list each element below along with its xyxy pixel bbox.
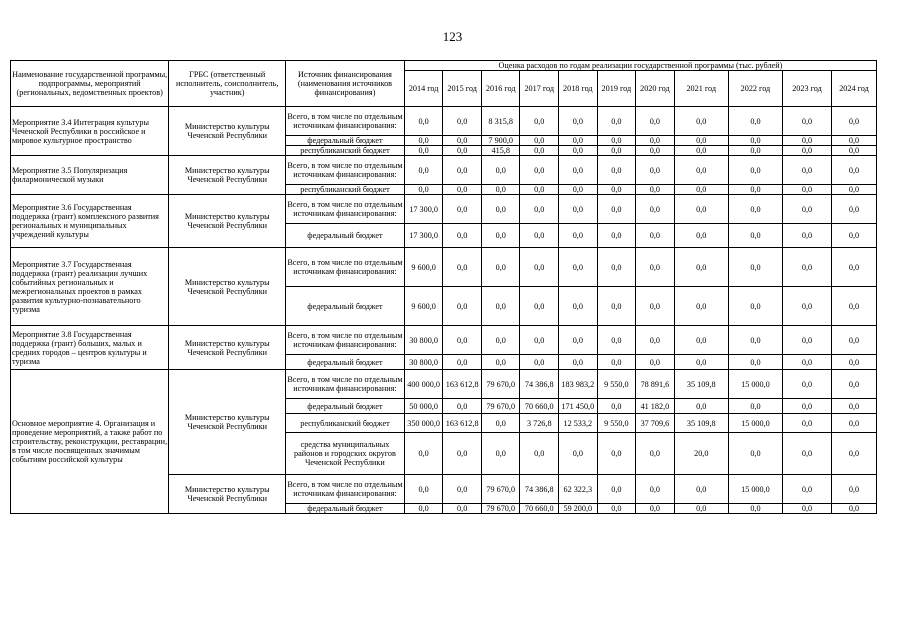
value-cell: 3 726,8 (520, 414, 559, 433)
measure-name: Мероприятие 3.7 Государственная поддержка (грант) реализации лучших событийных региональных и межрегиональных проектов в рамках развития культурно-познавательного туризма (11, 248, 169, 326)
value-cell: 0,0 (520, 107, 559, 136)
value-cell: 0,0 (674, 399, 728, 414)
value-cell: 0,0 (783, 156, 832, 185)
value-cell: 0,0 (674, 136, 728, 146)
year-header: 2019 год (597, 71, 636, 107)
grbs-cell: Министерство культуры Чеченской Республики (169, 475, 286, 514)
value-cell: 0,0 (559, 136, 598, 146)
value-cell: 59 200,0 (559, 504, 598, 514)
value-cell: 0,0 (831, 185, 876, 195)
table-row (11, 195, 877, 224)
value-cell: 0,0 (443, 146, 482, 156)
value-cell: 0,0 (783, 185, 832, 195)
funding-source: федеральный бюджет (286, 224, 405, 248)
value-cell: 70 660,0 (520, 504, 559, 514)
year-header: 2018 год (559, 71, 598, 107)
value-cell: 0,0 (674, 287, 728, 326)
value-cell: 350 000,0 (404, 414, 443, 433)
year-header: 2021 год (674, 71, 728, 107)
value-cell: 0,0 (783, 248, 832, 287)
value-cell: 0,0 (728, 224, 782, 248)
value-cell: 0,0 (636, 195, 675, 224)
year-header: 2024 год (831, 71, 876, 107)
funding-source: республиканский бюджет (286, 185, 405, 195)
value-cell: 0,0 (831, 136, 876, 146)
value-cell: 0,0 (728, 248, 782, 287)
value-cell: 0,0 (443, 355, 482, 370)
value-cell: 0,0 (728, 504, 782, 514)
value-cell: 0,0 (597, 475, 636, 504)
value-cell: 0,0 (443, 185, 482, 195)
value-cell: 0,0 (559, 224, 598, 248)
value-cell: 9 600,0 (404, 287, 443, 326)
value-cell: 0,0 (636, 475, 675, 504)
value-cell: 30 800,0 (404, 355, 443, 370)
value-cell: 0,0 (783, 433, 832, 475)
funding-source: республиканский бюджет (286, 414, 405, 433)
value-cell: 0,0 (520, 136, 559, 146)
value-cell: 0,0 (404, 146, 443, 156)
value-cell: 0,0 (728, 136, 782, 146)
value-cell: 0,0 (559, 185, 598, 195)
value-cell: 35 109,8 (674, 414, 728, 433)
value-cell: 0,0 (831, 326, 876, 355)
value-cell: 79 670,0 (481, 399, 520, 414)
value-cell: 0,0 (783, 414, 832, 433)
value-cell: 0,0 (481, 185, 520, 195)
value-cell: 0,0 (443, 224, 482, 248)
column-header-estimate: Оценка расходов по годам реализации государственной программы (тыс. рублей) (404, 61, 876, 71)
value-cell: 171 450,0 (559, 399, 598, 414)
year-header: 2016 год (481, 71, 520, 107)
value-cell: 0,0 (597, 195, 636, 224)
value-cell: 62 322,3 (559, 475, 598, 504)
value-cell: 0,0 (559, 156, 598, 185)
year-header: 2014 год (404, 71, 443, 107)
value-cell: 0,0 (443, 248, 482, 287)
value-cell: 0,0 (443, 107, 482, 136)
value-cell: 0,0 (636, 136, 675, 146)
funding-source: Всего, в том числе по отдельным источникам финансирования: (286, 248, 405, 287)
value-cell: 0,0 (481, 195, 520, 224)
table-row (11, 248, 877, 287)
value-cell: 0,0 (636, 146, 675, 156)
value-cell: 79 670,0 (481, 504, 520, 514)
value-cell: 0,0 (597, 224, 636, 248)
funding-source: средства муниципальных районов и городских округов Чеченской Республики (286, 433, 405, 475)
value-cell: 0,0 (404, 156, 443, 185)
value-cell: 30 800,0 (404, 326, 443, 355)
value-cell: 0,0 (443, 475, 482, 504)
year-header: 2017 год (520, 71, 559, 107)
grbs-cell: Министерство культуры Чеченской Республики (169, 107, 286, 156)
value-cell: 0,0 (674, 504, 728, 514)
value-cell: 0,0 (831, 399, 876, 414)
year-header: 2023 год (783, 71, 832, 107)
value-cell: 37 709,6 (636, 414, 675, 433)
value-cell: 0,0 (783, 504, 832, 514)
value-cell: 0,0 (443, 399, 482, 414)
value-cell: 0,0 (404, 136, 443, 146)
value-cell: 0,0 (443, 195, 482, 224)
value-cell: 0,0 (728, 326, 782, 355)
value-cell: 0,0 (728, 433, 782, 475)
value-cell: 0,0 (831, 414, 876, 433)
value-cell: 0,0 (443, 504, 482, 514)
value-cell: 15 000,0 (728, 370, 782, 399)
value-cell: 0,0 (636, 248, 675, 287)
value-cell: 0,0 (597, 355, 636, 370)
value-cell: 0,0 (636, 156, 675, 185)
value-cell: 0,0 (783, 355, 832, 370)
value-cell: 0,0 (636, 185, 675, 195)
value-cell: 0,0 (404, 107, 443, 136)
value-cell: 50 000,0 (404, 399, 443, 414)
value-cell: 0,0 (481, 287, 520, 326)
table-header (11, 61, 877, 107)
value-cell: 0,0 (783, 146, 832, 156)
value-cell: 0,0 (783, 475, 832, 504)
funding-source: Всего, в том числе по отдельным источникам финансирования: (286, 370, 405, 399)
value-cell: 9 550,0 (597, 414, 636, 433)
value-cell: 0,0 (728, 185, 782, 195)
value-cell: 0,0 (831, 475, 876, 504)
value-cell: 0,0 (674, 156, 728, 185)
value-cell: 0,0 (831, 504, 876, 514)
value-cell: 15 000,0 (728, 475, 782, 504)
value-cell: 0,0 (443, 287, 482, 326)
value-cell: 0,0 (636, 224, 675, 248)
value-cell: 0,0 (636, 355, 675, 370)
value-cell: 0,0 (520, 287, 559, 326)
value-cell: 0,0 (520, 156, 559, 185)
value-cell: 0,0 (674, 185, 728, 195)
value-cell: 0,0 (520, 433, 559, 475)
value-cell: 0,0 (481, 433, 520, 475)
value-cell: 163 612,8 (443, 370, 482, 399)
table-row (11, 326, 877, 355)
funding-source: Всего, в том числе по отдельным источникам финансирования: (286, 156, 405, 185)
value-cell: 0,0 (831, 433, 876, 475)
value-cell: 0,0 (481, 248, 520, 287)
value-cell: 74 386,8 (520, 475, 559, 504)
value-cell: 0,0 (559, 326, 598, 355)
year-header: 2015 год (443, 71, 482, 107)
value-cell: 0,0 (783, 224, 832, 248)
year-header: 2022 год (728, 71, 782, 107)
column-header-name: Наименование государственной программы, подпрограммы, мероприятий (региональных, ведомственных проектов) (11, 61, 169, 107)
value-cell: 0,0 (674, 326, 728, 355)
value-cell: 0,0 (831, 248, 876, 287)
column-header-grbs: ГРБС (ответственный исполнитель, соисполнитель, участник) (169, 61, 286, 107)
value-cell: 8 315,8 (481, 107, 520, 136)
value-cell: 0,0 (597, 287, 636, 326)
value-cell: 9 550,0 (597, 370, 636, 399)
value-cell: 0,0 (481, 156, 520, 185)
funding-source: федеральный бюджет (286, 355, 405, 370)
value-cell: 12 533,2 (559, 414, 598, 433)
value-cell: 0,0 (783, 326, 832, 355)
table-row (11, 156, 877, 185)
value-cell: 0,0 (783, 370, 832, 399)
value-cell: 0,0 (728, 399, 782, 414)
value-cell: 0,0 (597, 248, 636, 287)
value-cell: 0,0 (559, 107, 598, 136)
value-cell: 0,0 (520, 248, 559, 287)
funding-source: республиканский бюджет (286, 146, 405, 156)
value-cell: 0,0 (636, 433, 675, 475)
value-cell: 400 000,0 (404, 370, 443, 399)
value-cell: 15 000,0 (728, 414, 782, 433)
budget-table (10, 60, 877, 514)
value-cell: 0,0 (674, 475, 728, 504)
measure-name: Мероприятие 3.8 Государственная поддержка (грант) больших, малых и средних городов – центров культуры и туризма (11, 326, 169, 370)
value-cell: 0,0 (636, 326, 675, 355)
value-cell: 0,0 (783, 107, 832, 136)
table-row (11, 370, 877, 399)
funding-source: федеральный бюджет (286, 287, 405, 326)
value-cell: 0,0 (674, 146, 728, 156)
value-cell: 0,0 (559, 146, 598, 156)
value-cell: 0,0 (728, 146, 782, 156)
value-cell: 0,0 (728, 355, 782, 370)
value-cell: 0,0 (404, 504, 443, 514)
value-cell: 7 900,0 (481, 136, 520, 146)
value-cell: 0,0 (520, 224, 559, 248)
value-cell: 0,0 (520, 355, 559, 370)
value-cell: 0,0 (831, 146, 876, 156)
value-cell: 41 182,0 (636, 399, 675, 414)
value-cell: 0,0 (597, 504, 636, 514)
value-cell: 0,0 (728, 195, 782, 224)
value-cell: 0,0 (404, 475, 443, 504)
grbs-cell: Министерство культуры Чеченской Республики (169, 195, 286, 248)
measure-name: Мероприятие 3.4 Интеграция культуры Чеченской Республики в российское и мировое культурное пространство (11, 107, 169, 156)
value-cell: 0,0 (404, 185, 443, 195)
value-cell: 415,8 (481, 146, 520, 156)
value-cell: 0,0 (559, 248, 598, 287)
value-cell: 79 670,0 (481, 475, 520, 504)
value-cell: 183 983,2 (559, 370, 598, 399)
value-cell: 0,0 (831, 355, 876, 370)
value-cell: 0,0 (728, 107, 782, 136)
measure-name: Мероприятие 3.6 Государственная поддержка (грант) комплексного развития региональных и муниципальных учреждений культуры (11, 195, 169, 248)
grbs-cell: Министерство культуры Чеченской Республики (169, 370, 286, 475)
value-cell: 0,0 (597, 107, 636, 136)
value-cell: 35 109,8 (674, 370, 728, 399)
funding-source: Всего, в том числе по отдельным источникам финансирования: (286, 326, 405, 355)
value-cell: 0,0 (443, 136, 482, 146)
value-cell: 0,0 (831, 107, 876, 136)
value-cell: 0,0 (443, 433, 482, 475)
table-body (11, 107, 877, 514)
measure-name: Мероприятие 3.5 Популяризация филармонической музыки (11, 156, 169, 195)
value-cell: 0,0 (520, 326, 559, 355)
value-cell: 0,0 (520, 195, 559, 224)
value-cell: 0,0 (674, 107, 728, 136)
page-number: 123 (442, 29, 463, 44)
table-row (11, 107, 877, 136)
value-cell: 0,0 (831, 224, 876, 248)
value-cell: 0,0 (597, 433, 636, 475)
value-cell: 70 660,0 (520, 399, 559, 414)
funding-source: Всего, в том числе по отдельным источникам финансирования: (286, 107, 405, 136)
value-cell: 0,0 (728, 156, 782, 185)
value-cell: 0,0 (520, 146, 559, 156)
value-cell: 0,0 (728, 287, 782, 326)
value-cell: 0,0 (674, 195, 728, 224)
funding-source: федеральный бюджет (286, 136, 405, 146)
value-cell: 0,0 (597, 156, 636, 185)
value-cell: 163 612,8 (443, 414, 482, 433)
value-cell: 9 600,0 (404, 248, 443, 287)
value-cell: 0,0 (783, 136, 832, 146)
value-cell: 0,0 (597, 136, 636, 146)
value-cell: 0,0 (520, 185, 559, 195)
value-cell: 0,0 (481, 414, 520, 433)
value-cell: 0,0 (559, 195, 598, 224)
value-cell: 20,0 (674, 433, 728, 475)
funding-source: Всего, в том числе по отдельным источникам финансирования: (286, 475, 405, 504)
grbs-cell: Министерство культуры Чеченской Республики (169, 248, 286, 326)
value-cell: 0,0 (443, 326, 482, 355)
value-cell: 0,0 (831, 156, 876, 185)
funding-source: федеральный бюджет (286, 399, 405, 414)
value-cell: 17 300,0 (404, 224, 443, 248)
value-cell: 74 386,8 (520, 370, 559, 399)
value-cell: 0,0 (831, 370, 876, 399)
value-cell: 0,0 (674, 248, 728, 287)
value-cell: 0,0 (831, 287, 876, 326)
value-cell: 0,0 (481, 355, 520, 370)
value-cell: 0,0 (443, 156, 482, 185)
value-cell: 0,0 (481, 326, 520, 355)
funding-source: федеральный бюджет (286, 504, 405, 514)
value-cell: 0,0 (597, 146, 636, 156)
value-cell: 0,0 (783, 195, 832, 224)
value-cell: 78 891,6 (636, 370, 675, 399)
grbs-cell: Министерство культуры Чеченской Республики (169, 326, 286, 370)
year-header: 2020 год (636, 71, 675, 107)
value-cell: 0,0 (783, 287, 832, 326)
grbs-cell: Министерство культуры Чеченской Республики (169, 156, 286, 195)
value-cell: 0,0 (783, 399, 832, 414)
value-cell: 0,0 (674, 355, 728, 370)
measure-name: Основное мероприятие 4. Организация и проведение мероприятий, а также работ по строительству, реконструкции, реставрации, в том числе посвященных значимым событиям российской культуры (11, 370, 169, 514)
value-cell: 0,0 (636, 287, 675, 326)
value-cell: 0,0 (559, 433, 598, 475)
value-cell: 17 300,0 (404, 195, 443, 224)
value-cell: 0,0 (559, 287, 598, 326)
value-cell: 0,0 (674, 224, 728, 248)
value-cell: 0,0 (404, 433, 443, 475)
value-cell: 0,0 (636, 107, 675, 136)
value-cell: 0,0 (597, 185, 636, 195)
value-cell: 0,0 (831, 195, 876, 224)
value-cell: 0,0 (481, 224, 520, 248)
value-cell: 0,0 (597, 326, 636, 355)
column-header-source: Источник финансирования (наименования источников финансирования) (286, 61, 405, 107)
value-cell: 0,0 (597, 399, 636, 414)
value-cell: 0,0 (559, 355, 598, 370)
funding-source: Всего, в том числе по отдельным источникам финансирования: (286, 195, 405, 224)
value-cell: 0,0 (636, 504, 675, 514)
value-cell: 79 670,0 (481, 370, 520, 399)
